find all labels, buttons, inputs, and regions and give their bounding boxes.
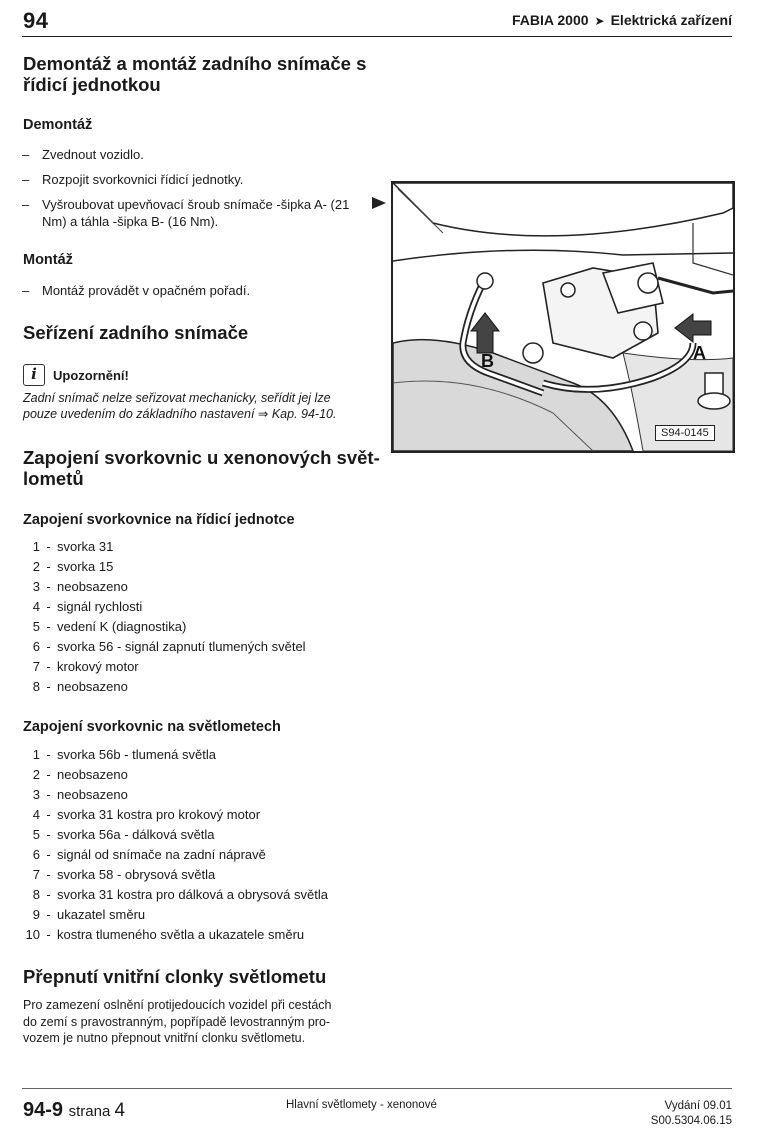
pin-number: 6 [32, 847, 40, 862]
figure-code: S94-0145 [655, 425, 715, 441]
paragraph-line: vozem je nutno přepnout vnitřní clonku světlometu. [23, 1031, 306, 1045]
pin-number: 8 [32, 679, 40, 694]
running-header [512, 12, 732, 28]
separator: - [46, 679, 51, 694]
footer-page-label [68, 1100, 126, 1121]
separator: - [46, 927, 51, 942]
pin-description: neobsazeno [57, 579, 128, 594]
control-unit-heading: Zapojení svorkovnice na řídicí jednotce [23, 512, 295, 528]
separator: - [46, 847, 51, 862]
list-item [10, 865, 328, 885]
section-removal-install [23, 53, 373, 95]
list-item [10, 925, 328, 945]
panel-edge [393, 250, 733, 261]
footer-rule [22, 1088, 732, 1089]
pin-number: 10 [25, 927, 40, 942]
pin-description: kostra tlumeného světla a ukazatele směru [57, 927, 305, 942]
headlamp-pin-list [10, 745, 328, 945]
pin-number: 4 [32, 599, 40, 614]
control-unit-pin-list [10, 537, 306, 697]
arrow-a-icon [675, 314, 711, 342]
note-line1: Zadní snímač nelze seřizovat mechanicky, seřídit jej lze [23, 391, 331, 405]
separator: - [46, 767, 51, 782]
sensor-cable [658, 278, 733, 293]
shutter-section-title: Přepnutí vnitřní clonky světlometu [23, 966, 327, 987]
sensor-bolt [634, 322, 652, 340]
pin-number: 3 [32, 787, 40, 802]
separator: - [46, 619, 51, 634]
pin-number: 2 [32, 559, 40, 574]
removal-steps [22, 146, 362, 238]
pin-number: 8 [32, 887, 40, 902]
pin-number: 5 [32, 827, 40, 842]
pin-description: svorka 31 kostra pro krokový motor [57, 807, 261, 822]
separator: - [46, 539, 51, 554]
pin-number: 5 [32, 619, 40, 634]
pin-number: 3 [32, 579, 40, 594]
list-item [10, 597, 306, 617]
separator: - [46, 579, 51, 594]
list-item: – Montáž provádět v opačném pořadí. [22, 282, 362, 299]
separator: - [46, 867, 51, 882]
chapter-title: Elektrická zařízení [610, 12, 732, 28]
section-title-line1: Demontáž a montáž zadního snímače s [23, 53, 367, 74]
pin-number: 2 [32, 767, 40, 782]
list-item [10, 577, 306, 597]
pin-description: krokový motor [57, 659, 139, 674]
pin-number: 7 [32, 659, 40, 674]
footer-edition [651, 1099, 732, 1129]
pin-description: svorka 31 kostra pro dálková a obrysová světla [57, 887, 328, 902]
shutter-paragraph [23, 997, 383, 1047]
pin-number: 6 [32, 639, 40, 654]
pin-description: svorka 56b - tlumená světla [57, 747, 216, 762]
pin-description: ukazatel směru [57, 907, 146, 922]
separator: - [46, 747, 51, 762]
pin-description: svorka 56 - signál zapnutí tlumených světel [57, 639, 306, 654]
list-item [10, 537, 306, 557]
connectors-title-line1: Zapojení svorkovnic u xenonových svět- [23, 447, 380, 468]
pin-description: neobsazeno [57, 679, 128, 694]
rod-nut [523, 343, 543, 363]
document-code: S00.5304.06.15 [650, 1115, 732, 1127]
pin-number: 1 [32, 747, 40, 762]
connectors-title-line2: lometů [23, 468, 84, 489]
pin-description: neobsazeno [57, 787, 128, 802]
connector-plug [638, 273, 658, 293]
separator: - [46, 827, 51, 842]
separator: - [46, 907, 51, 922]
list-item [10, 825, 328, 845]
install-steps [22, 282, 362, 307]
pin-number: 4 [32, 807, 40, 822]
info-icon: i [23, 364, 45, 386]
separator: - [46, 599, 51, 614]
note-line2: pouze uvedením do základního nastavení ⇒ Kap. 94-10. [23, 407, 337, 421]
book-title: FABIA 2000 [512, 12, 589, 28]
pin-description: signál rychlosti [57, 599, 143, 614]
underbody-shade [393, 340, 633, 451]
separator: - [46, 639, 51, 654]
body-panel [393, 183, 733, 236]
fastener-washer [698, 393, 730, 409]
install-heading: Montáž [23, 252, 73, 268]
separator: - [46, 807, 51, 822]
sensor-figure [391, 181, 735, 453]
list-item [10, 765, 328, 785]
list-item [10, 785, 328, 805]
edition-date: Vydání 09.01 [664, 1100, 732, 1112]
section-title [23, 53, 373, 95]
pin-description: svorka 15 [57, 559, 114, 574]
footer-page-id [23, 1099, 125, 1122]
header-rule [22, 36, 732, 37]
separator: - [46, 659, 51, 674]
pin-description: svorka 56a - dálková světla [57, 827, 215, 842]
label-b: B [481, 351, 494, 371]
separator: - [46, 559, 51, 574]
pin-number: 1 [32, 539, 40, 554]
pin-description: vedení K (diagnostika) [57, 619, 187, 634]
list-item [10, 637, 306, 657]
strana-number: 4 [114, 1100, 126, 1121]
page-number: 94 [23, 8, 49, 33]
bracket-edge [693, 223, 733, 275]
adjust-section-title: Seřízení zadního snímače [23, 322, 249, 343]
section-title-line2: řídicí jednotkou [23, 74, 161, 95]
list-item: – Vyšroubovat upevňovací šroub snímače -šipka A- (21 Nm) a táhla -šipka B- (16 Nm). [22, 196, 362, 230]
strana-word: strana [68, 1103, 111, 1120]
note-box [23, 364, 129, 386]
connectors-section-title [23, 447, 383, 489]
headlamp-connectors-heading: Zapojení svorkovnic na světlometech [23, 719, 281, 735]
sensor-illustration [393, 183, 733, 451]
note-title: Upozornění! [53, 367, 129, 383]
list-item [10, 745, 328, 765]
bolt-head [561, 283, 575, 297]
list-item [10, 617, 306, 637]
pin-description: svorka 31 [57, 539, 114, 554]
pin-number: 7 [32, 867, 40, 882]
arrow-right-icon: ➤ [594, 14, 605, 28]
list-item [10, 657, 306, 677]
pin-number: 9 [32, 907, 40, 922]
note-text [23, 390, 378, 422]
removal-heading: Demontáž [23, 117, 93, 133]
footer-title: Hlavní světlomety - xenonové [286, 1099, 437, 1111]
pin-description: neobsazeno [57, 767, 128, 782]
list-item [10, 677, 306, 697]
paragraph-line: do zemí s pravostranným, popřípadě levostranným pro- [23, 1014, 331, 1029]
list-item: – Zvednout vozidlo. [22, 146, 362, 163]
paragraph-line: Pro zamezení oslnění protijedoucích vozidel při cestách [23, 998, 332, 1012]
list-item: – Rozpojit svorkovnici řídicí jednotky. [22, 171, 362, 188]
list-item [10, 885, 328, 905]
pin-description: svorka 58 - obrysová světla [57, 867, 216, 882]
separator: - [46, 787, 51, 802]
list-item [10, 557, 306, 577]
rod-upper-joint [477, 273, 493, 289]
list-item [10, 805, 328, 825]
figure-pointer-icon [372, 197, 386, 209]
pin-description: signál od snímače na zadní nápravě [57, 847, 266, 862]
list-item [10, 905, 328, 925]
footer-section-number: 94-9 [23, 1099, 64, 1121]
label-a: A [693, 343, 706, 363]
list-item [10, 845, 328, 865]
separator: - [46, 887, 51, 902]
